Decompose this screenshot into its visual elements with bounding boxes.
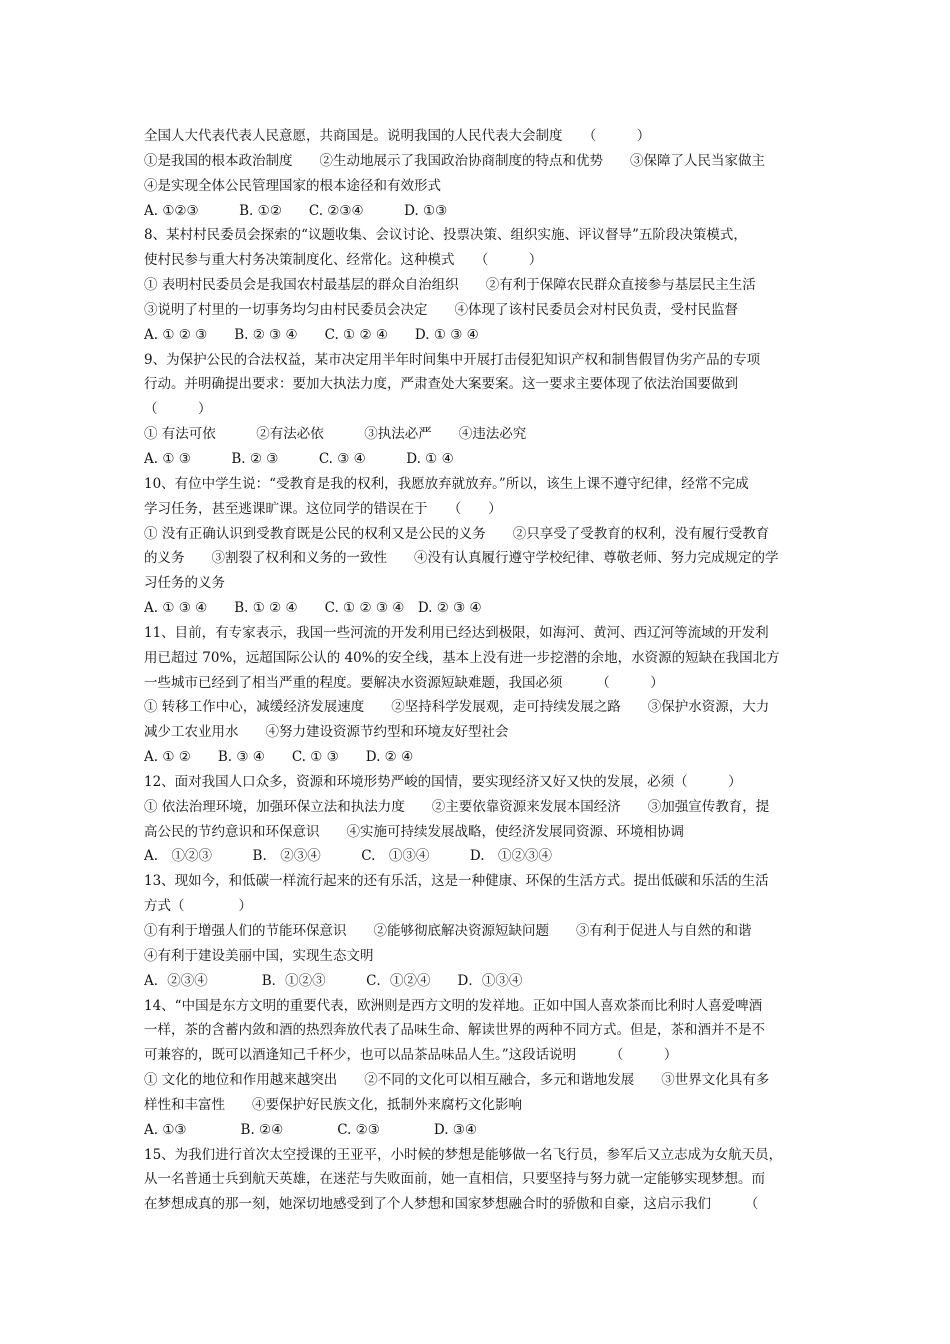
text-line: 用已超过 70%，远超国际公认的 40%的安全线，基本上没有进一步挖潜的余地，水资源的短缺在我国北方 bbox=[144, 649, 780, 666]
text-line: ① 转移工作中心，减缓经济发展速度 ②坚持科学发展观，走可持续发展之路 ③保护水资源，大力 bbox=[144, 699, 770, 716]
text-line: 学习任务，甚至逃课旷课。这位同学的错误在于 （ ） bbox=[144, 500, 502, 517]
text-line: 减少工农业用水 ④努力建设资源节约型和环境友好型社会 bbox=[144, 724, 509, 741]
text-line: 9、为保护公民的合法权益，某市决定用半年时间集中开展打击侵犯知识产权和制售假冒伪劣产品的专项 bbox=[144, 351, 761, 368]
text-line: A. ①③ B. ②④ C. ②③ D. ③④ bbox=[144, 1121, 478, 1138]
text-line: ① 文化的地位和作用越来越突出 ②不同的文化可以相互融合，多元和谐地发展 ③世界文化具有多 bbox=[144, 1072, 770, 1089]
text-line: ① 依法治理环境，加强环保立法和执法力度 ②主要依靠资源来发展本国经济 ③加强宣传教育，提 bbox=[144, 798, 770, 815]
text-line: （ ） bbox=[144, 401, 212, 418]
text-line: A. ① ② ③ B. ② ③ ④ C. ① ② ④ D. ① ③ ④ bbox=[144, 326, 479, 343]
text-line: ③说明了村里的一切事务均匀由村民委员会决定 ④体现了该村民委员会对村民负责，受村民监督 bbox=[144, 301, 738, 318]
text-line: 10、有位中学生说：“受教育是我的权利，我愿放弃就放弃。”所以，该生上课不遵守纪律，经常不完成 bbox=[144, 475, 749, 492]
text-line: 全国人大代表代表人民意愿，共商国是。说明我国的人民代表大会制度 （ ） bbox=[144, 128, 651, 144]
text-line: A. ① ③ ④ B. ① ② ④ C. ① ② ③ ④ D. ② ③ ④ bbox=[144, 600, 482, 617]
text-line: 在梦想成真的那一刻，她深切地感受到了个人梦想和国家梦想融合时的骄傲和自豪，这启示我们 （ bbox=[144, 1196, 759, 1213]
text-line: 8、某村村民委员会探索的“议题收集、会议讨论、投票决策、组织实施、评议督导”五阶段决策模式， bbox=[144, 227, 747, 244]
text-line: 14、“中国是东方文明的重要代表，欧洲则是西方文明的发祥地。正如中国人喜欢茶而比利时人喜爱啤酒 bbox=[144, 997, 763, 1014]
text-line: A. ①②③ B. ①② C. ②③④ D. ①③ bbox=[144, 202, 448, 219]
text-line: A. ① ② B. ③ ④ C. ① ③ D. ② ④ bbox=[144, 749, 414, 766]
text-line: ① 有法可依 ②有法必依 ③执法必严 ④违法必究 bbox=[144, 426, 527, 443]
text-line: 15、为我们进行首次太空授课的王亚平，小时候的梦想是能够做一名飞行员，参军后又立志成为女航天员， bbox=[144, 1146, 783, 1163]
text-line: 使村民参与重大村务决策制度化、经常化。这种模式 （ ） bbox=[144, 252, 543, 269]
text-line: 从一名普通士兵到航天英雄，在迷茫与失败面前，她一直相信，只要坚持与努力就一定能够实现梦想。而 bbox=[144, 1171, 765, 1188]
text-line: 高公民的节约意识和环保意识 ④实施可持续发展战略，使经济发展同资源、环境相协调 bbox=[144, 823, 684, 840]
text-line: 习任务的义务 bbox=[144, 575, 225, 592]
text-line: ① 表明村民委员会是我国农村最基层的群众自治组织 ②有利于保障农民群众直接参与基层民主生活 bbox=[144, 277, 756, 294]
text-line: ④是实现全体公民管理国家的根本途径和有效形式 bbox=[144, 177, 441, 194]
text-line: ① 没有正确认识到受教育既是公民的权利又是公民的义务 ②只享受了受教育的权利，没有履行受教育 bbox=[144, 525, 770, 542]
text-line: A. ①②③ B. ②③④ C. ①③④ D. ①②③④ bbox=[144, 848, 553, 865]
text-line: 的义务 ③割裂了权利和义务的一致性 ④没有认真履行遵守学校纪律、尊敬老师、努力完成规定的学 bbox=[144, 550, 779, 567]
text-line: 一样，茶的含蓄内敛和酒的热烈奔放代表了品味生命、解读世界的两种不同方式。但是，茶和酒并不是不 bbox=[144, 1022, 765, 1039]
text-line: 一些城市已经到了相当严重的程度。要解决水资源短缺难题，我国必须 （ ） bbox=[144, 674, 664, 691]
text-line: A. ① ③ B. ② ③ C. ③ ④ D. ① ④ bbox=[144, 450, 454, 467]
text-line: A．②③④ B．①②③ C．①②④ D．①③④ bbox=[144, 972, 523, 989]
text-line: 13、现如今，和低碳一样流行起来的还有乐活，这是一种健康、环保的生活方式。提出低碳和乐活的生活 bbox=[144, 873, 769, 890]
text-line: 12、面对我国人口众多，资源和环境形势严峻的国情，要实现经济又好又快的发展，必须（ ） bbox=[144, 773, 742, 790]
text-line: ①是我国的根本政治制度 ②生动地展示了我国政治协商制度的特点和优势 ③保障了人民当家做主 bbox=[144, 152, 765, 169]
question-text-block bbox=[144, 124, 814, 1217]
text-line: 11、目前，有专家表示，我国一些河流的开发利用已经达到极限，如海河、黄河、西辽河等流域的开发利 bbox=[144, 624, 769, 641]
text-line: 样性和丰富性 ④要保护好民族文化，抵制外来腐朽文化影响 bbox=[144, 1096, 522, 1113]
text-line: ①有利于增强人们的节能环保意识 ②能够彻底解决资源短缺问题 ③有利于促进人与自然的和谐 bbox=[144, 923, 752, 939]
text-line: 可兼容的，既可以酒逢知己千杯少，也可以品茶品味品人生。”这段话说明 （ ） bbox=[144, 1047, 678, 1064]
text-line: 方式（ ） bbox=[144, 898, 252, 915]
text-line: ④有利于建设美丽中国，实现生态文明 bbox=[144, 947, 374, 964]
text-line: 行动。并明确提出要求：要加大执法力度，严肃查处大案要案。这一要求主要体现了依法治国要做到 bbox=[144, 376, 738, 393]
